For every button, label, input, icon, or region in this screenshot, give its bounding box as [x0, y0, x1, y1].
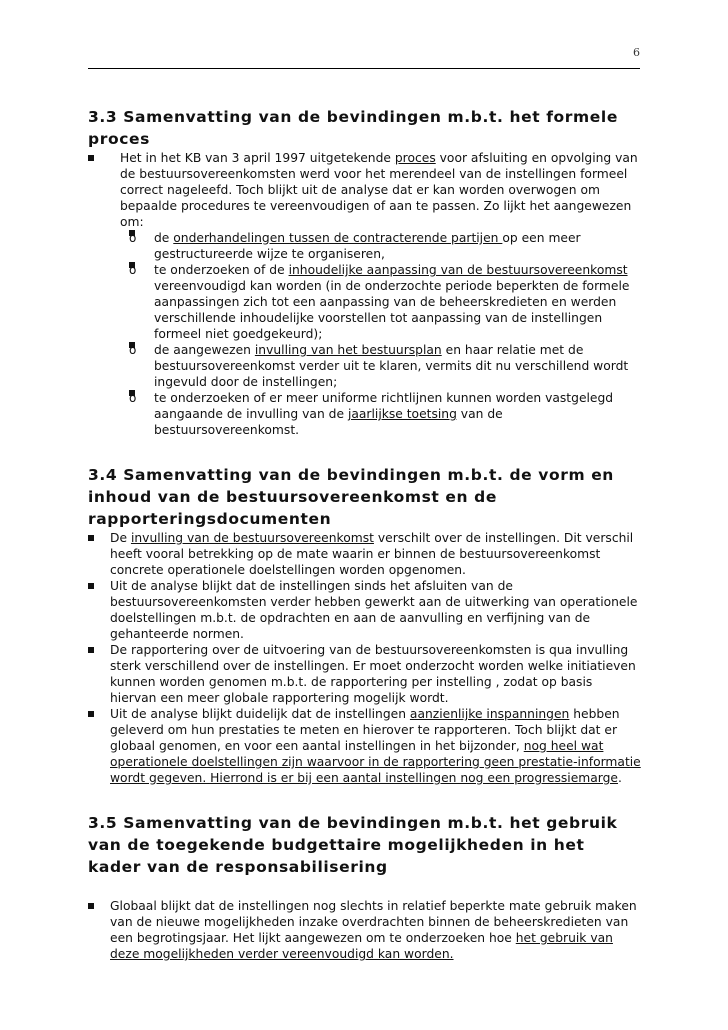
list-item: [88, 578, 642, 642]
text-run: .: [618, 771, 622, 785]
section-heading: 3.4 Samenvatting van de bevindingen m.b.t. de vorm en inhoud van de bestuursovereenkomst en de rapporteringsdocumenten: [88, 466, 614, 528]
text-run: voor afsluiting en opvolging van de bestuursovereenkomsten werd voor het merendeel van de instellingen formeel correct nageleefd. Toch blijkt uit de analyse dat er kan worden overwogen om bepaalde procedures te vereenvoudigen of aan te passen. Zo lijkt het aangewezen om:: [120, 151, 638, 229]
text-run: en haar relatie met de bestuursovereenkomst verder uit te klaren, vermits dit nu verschillend wordt ingevuld door de instellingen;: [154, 343, 629, 389]
underlined-text: aanzienlijke inspanningen: [409, 707, 570, 721]
underlined-text: invulling van de bestuursovereenkomst: [130, 531, 374, 545]
text-run: verschilt over de instellingen. Dit verschil heeft vooral betrekking op de mate waarin er binnen de bestuursovereenkomst concrete operationele doelstellingen worden opgenomen.: [110, 531, 634, 577]
bullet-list: [88, 898, 642, 962]
bullet-list: [88, 150, 642, 438]
section-3-5: [88, 812, 642, 962]
text-run: vereenvoudigd kan worden (in de onderzochte periode beperkten de formele aanpassingen zich tot een aanpassing van de beheerskredieten en werden verschillende inhoudelijke voorstellen tot aanpassing van de instellingen formeel niet goedgekeurd);: [154, 279, 630, 341]
section-3-3: [88, 106, 642, 438]
circle-bullet-icon: o: [129, 263, 137, 277]
underlined-text: inhoudelijke aanpassing van de bestuursovereenkomst: [288, 263, 628, 277]
list-item: [88, 898, 642, 962]
underlined-text: jaarlijkse toetsing: [347, 407, 457, 421]
circle-bullet-icon: o: [129, 391, 137, 405]
square-bullet-icon: [88, 155, 94, 161]
text-run: Het in het KB van 3 april 1997 uitgetekende: [120, 151, 395, 165]
square-bullet-icon: [88, 535, 94, 541]
text-run: Globaal blijkt dat de instellingen nog slechts in relatief beperkte mate gebruik maken van de nieuwe mogelijkheden inzake overdrachten binnen de beheerskredieten van een begrotingsjaar. Het lijkt aangewezen om te onderzoeken hoe: [110, 899, 637, 945]
list-item: [88, 706, 642, 786]
text-run: de: [154, 231, 174, 245]
underlined-text: invulling van het bestuursplan: [254, 343, 442, 357]
list-item: [88, 530, 642, 578]
sub-list-item: [120, 390, 642, 438]
text-run: Uit de analyse blijkt duidelijk dat de instellingen: [110, 707, 410, 721]
text-run: op een meer gestructureerde wijze te organiseren,: [154, 231, 581, 261]
document-body: [88, 106, 642, 962]
text-run: Uit de analyse blijkt dat de instellingen sinds het afsluiten van de bestuursovereenkomsten verder hebben gewerkt aan de uitwerking van operationele doelstellingen m.b.t. de opdrachten en aan de aanvulling en verfijning van de gehanteerde normen.: [110, 579, 638, 641]
list-item: [88, 642, 642, 706]
text-run: te onderzoeken of er meer uniforme richtlijnen kunnen worden vastgelegd aangaande de invulling van de: [154, 391, 614, 421]
text-run: De rapportering over de uitvoering van de bestuursovereenkomsten is qua invulling sterk verschillend over de instellingen. Er moet onderzocht worden welke initiatieven kunnen worden genomen m.b.t. de rapportering per instelling , zodat op basis hiervan een meer globale rapportering mogelijk wordt.: [110, 643, 636, 705]
underlined-text: het gebruik van deze mogelijkheden verder vereenvoudigd kan worden.: [110, 931, 613, 961]
sub-list-item: [120, 230, 642, 262]
square-bullet-icon: [88, 711, 94, 717]
list-item: [88, 150, 642, 438]
underlined-text: nog heel wat operationele doelstellingen zijn waarvoor in de rapportering geen prestatie-informatie wordt gegeven. Hierrond is er bij een aantal instellingen nog een progressiemarge: [110, 739, 641, 785]
underlined-text: proces: [394, 151, 436, 165]
sub-list: [120, 230, 642, 438]
header-rule: [88, 68, 640, 69]
section-heading: 3.5 Samenvatting van de bevindingen m.b.t. het gebruik van de toegekende budgettaire mogelijkheden in het kader van de responsabilisering: [88, 814, 618, 876]
square-bullet-icon: [88, 647, 94, 653]
square-bullet-icon: [88, 583, 94, 589]
circle-bullet-icon: o: [129, 343, 137, 357]
text-run: de aangewezen: [154, 343, 255, 357]
text-run: hebben geleverd om hun prestaties te meten en hierover te rapporteren. Toch blijkt dat er globaal genomen, en voor een aantal instellingen in het bijzonder,: [110, 707, 620, 753]
bullet-list: [88, 530, 642, 786]
text-run: van de bestuursovereenkomst.: [154, 407, 503, 437]
sub-list-item: [120, 342, 642, 390]
text-run: te onderzoeken of de: [154, 263, 289, 277]
underlined-text: onderhandelingen tussen de contracterende partijen: [173, 231, 503, 245]
section-heading: 3.3 Samenvatting van de bevindingen m.b.t. het formele proces: [88, 108, 618, 148]
text-run: De: [110, 531, 131, 545]
section-3-4: [88, 464, 642, 786]
circle-bullet-icon: o: [129, 231, 137, 245]
page-number: 6: [633, 46, 640, 59]
sub-list-item: [120, 262, 642, 342]
square-bullet-icon: [88, 903, 94, 909]
